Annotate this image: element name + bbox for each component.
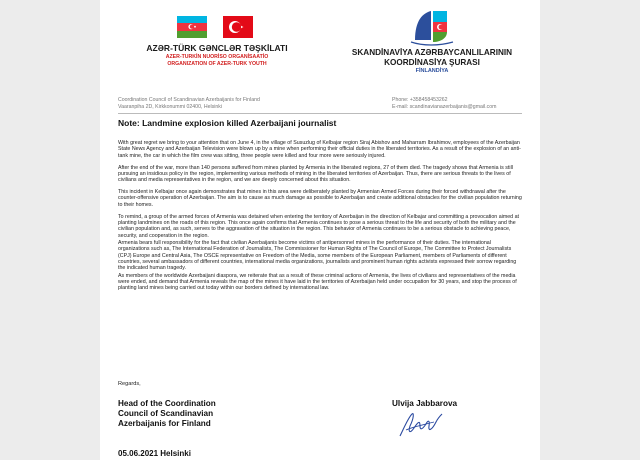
signatory-name: Ulvija Jabbarova [392,399,458,408]
signatory-title [118,399,216,428]
right-org-name-line2: KOORDİNASİYA ŞURASI [384,57,480,67]
address-line: Coordination Council of Scandinavian Azerbaijanis for Finland [118,97,260,103]
body-paragraph: To remind, a group of the armed forces of Armenia was detained when entering the territory of Azerbaijan in the direction of Kelbajar and committing a provocation aimed at planting landmines on the roads of this region. This once again confirms that Armenia continues to pose a serious threat to the life and security of both the military and the civilian population and, as such, serves to the aggravation of the situation in the region. This behavior of Armenia continues to be a serious obstacle to achieving peace, security, and cooperation in the region. [118,213,520,239]
signatory-title-line: Azerbaijanis for Finland [118,418,211,428]
right-org-country: FİNLANDİYA [415,68,449,74]
azer-turk-youth-logo [127,14,307,68]
turkey-flag-icon [223,16,253,38]
coordination-council-logo [342,8,522,75]
body-paragraph: With great regret we bring to your attention that on June 4, in the village of Susuzlug of Kelbajar region Siraj Abishov and Maharram Ibrahimov, employees of the Azerbaijan State News Agency and Azerbaijan Television were blown up by a mine when performing their official duties in the liberated territories. As a result of the explosion of an anti-tank mine, the car in which the film crew was sitting, three people were killed and four more were seriously injured. [118,140,521,159]
contact-details [392,97,496,112]
contact-address [118,97,260,112]
body-paragraph: As members of the worldwide Azerbaijani diaspora, we reiterate that as a result of these criminal actions of Armenia, the lives of civilians and representatives of the media were ended, and demand that Armenia reveals the map of the mines it have laid in the territories of Azerbaijan held under occupation for 30 years, and stop the process of planting land mines being carried out today within our borders defined by international law. [118,272,517,292]
phone-line: Phone: +358458453262 [392,97,448,103]
regards: Regards, [118,381,141,387]
flags [127,14,307,44]
note-title: Note: Landmine explosion killed Azerbaijani journalist [118,118,337,128]
letter-body [118,140,522,297]
signatory-title-line: Head of the Coordination [118,399,216,408]
body-paragraph: This incident in Kelbajar once again demonstrates that mines in this area were deliberately planted by Armenian Armed Forces during their forced withdrawal after the counter-offensive operation of Azerbaijan. The aim is to cause as much damage as possible to Azerbaijan and create additional obstacles for the civilian population returning to their homes. [118,189,522,208]
left-org-sub-finnish: AZER-TURKİN NUORİSO ORGANİSAATİO [165,53,269,60]
body-paragraph: After the end of the war, more than 140 persons suffered from mines planted by Armenia in the liberated regions, 27 of them died. The tragedy shows that Armenia is still pursuing an insidious policy in the region, implementing various methods of mining in the liberated territories of Azerbaijan. Thus, there are serious threats to the lives of civilians and media representatives in the region, and we are deeply concerned about this situation. [118,164,513,184]
letter-page [100,0,540,460]
council-emblem-icon [403,8,461,48]
azerbaijan-flag-icon [177,16,207,38]
address-line: Vaaranpiha 2D, Kirkkonummi 02400, Helsinki [118,104,222,111]
left-org-sub-english: ORGANIZATION OF AZER-TURK YOUTH [167,60,267,67]
left-org-name: AZƏR-TÜRK GƏNCLƏR TƏŞKİLATI [146,43,288,53]
signatory-title-line: Council of Scandinavian [118,408,214,418]
body-paragraph: Armenia bears full responsibility for the fact that civilian Azerbaijanis become victims of antipersonnel mines in the performance of their duties. The international organizations such as, The International Federation of Journalists, The Commissioner for Human Rights of The Council of Europe, The Committee to Protect Journalists (CPJ) Europe and Central Asia, The OSCE representative on Freedom of the Media, some members of the European Parliament, members of Parliaments of different countries, several ambassadors of different countries, international media organizations, journalists and prominent human rights activists expressed their sorrow regarding the indicated human tragedy. [118,239,517,272]
email-line: E-mail: scandinavianazerbaijanis@gmail.com [392,104,497,111]
date-place: 05.06.2021 Helsinki [118,449,191,458]
right-org-name-line1: SKANDİNAVİYA AZƏRBAYCANLILARININ [351,48,513,57]
header-divider [118,113,522,114]
handwritten-signature-icon [396,408,448,442]
